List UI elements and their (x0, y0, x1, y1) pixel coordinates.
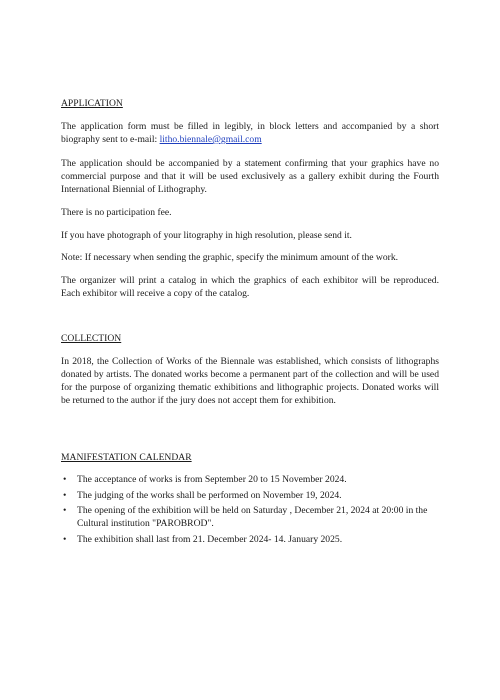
application-paragraph-5: Note: If necessary when sending the graphic, specify the minimum amount of the work. (61, 252, 399, 263)
bullet-icon: • (63, 474, 67, 485)
application-paragraph-4: If you have photograph of your litography in high resolution, please send it. (61, 230, 352, 241)
list-item-text: The opening of the exhibition will be held on Saturday , December 21, 2024 at 20:00 in the Cultural institution "PAROBROD". (77, 505, 428, 529)
application-paragraph-2: The application should be accompanied by a statement confirming that your graphics have no commercial purpose and that it will be used exclusively as a gallery exhibit during the Fourth International Biennial of Lithography. (61, 158, 439, 195)
list-item-text: The judging of the works shall be performed on November 19, 2024. (77, 489, 342, 501)
application-paragraph-3: There is no participation fee. (61, 207, 172, 218)
bullet-icon: • (63, 489, 67, 501)
list-item-text: The exhibition shall last from 21. December 2024- 14. January 2025. (77, 533, 343, 545)
application-paragraph-1-text: The application form must be filled in legibly, in block letters and accompanied by a short biography sent to e-mail: (61, 121, 439, 145)
collection-heading: COLLECTION (61, 333, 122, 344)
application-heading: APPLICATION (61, 98, 123, 109)
application-paragraph-6: The organizer will print a catalog in which the graphics of each exhibitor will be reproduced. Each exhibitor will receive a copy of the catalog. (61, 275, 439, 299)
calendar-list (61, 473, 439, 548)
list-item-text: The acceptance of works is from September 20 to 15 November 2024. (77, 474, 347, 485)
bullet-icon: • (63, 505, 67, 516)
list-item (61, 504, 439, 530)
email-link[interactable]: litho.biennale@gmail.com (159, 134, 262, 145)
collection-paragraph: In 2018, the Collection of Works of the Biennale was established, which consists of lithographs donated by artists. The donated works become a permanent part of the collection and will be used for the purpose of organizing thematic exhibitions and lithographic projects. Donated works will be returned to the author if the jury does not accept them for exhibition. (61, 356, 439, 406)
application-paragraph-1 (61, 120, 439, 146)
bullet-icon: • (63, 533, 67, 545)
list-item (61, 533, 439, 546)
list-item (61, 489, 439, 502)
calendar-heading: MANIFESTATION CALENDAR (61, 452, 192, 463)
list-item (61, 473, 439, 486)
